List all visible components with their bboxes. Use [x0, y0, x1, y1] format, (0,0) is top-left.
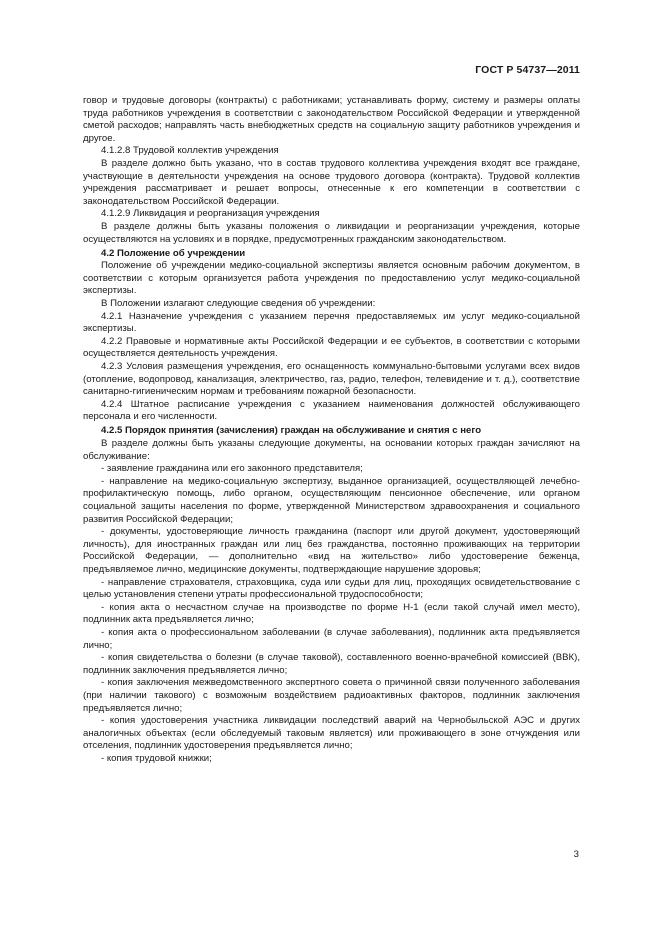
paragraph: говор и трудовые договоры (контракты) с работниками; устанавливать форму, систему и размеры оплаты труда работников учреждения в соответствии с законодательством Российской Федерации и утвержденной сметой расходов; направлять часть внебюджетных средств на социальную защиту работников учреждения и другое. — [83, 95, 580, 144]
list-item: - документы, удостоверяющие личность гражданина (паспорт или другой документ, удостоверяющий личность), для иностранных граждан или лиц без гражданства, постоянно проживающих на территории Российской Федерации, — дополнительно «вид на жительство» либо удостоверение беженца, предъявляемое лично, медицинские документы, подтверждающие нарушение здоровья; — [83, 526, 580, 575]
list-item: - копия свидетельства о болезни (в случае таковой), составленного военно-врачебной комиссией (ВВК), подлинник заключения предъявляется лично; — [83, 652, 580, 676]
paragraph-4-2-3: 4.2.3 Условия размещения учреждения, его оснащенность коммунально-бытовыми услугами всех видов (отопление, водопровод, канализация, электричество, газ, радио, телефон, телевидение и т. д.), соответствие санитарно-гигиеническим нормам и требованиям пожарной безопасности. — [83, 360, 580, 398]
paragraph: Положение об учреждении медико-социальной экспертизы является основным рабочим документом, в соответствии с которым организуется работа учреждения по предоставлению услуг медико-социальной экспертизы. — [83, 260, 580, 297]
paragraph-4-2-2: 4.2.2 Правовые и нормативные акты Российской Федерации и ее субъектов, в соответствии с которыми осуществляется деятельность учреждения. — [83, 335, 580, 360]
list-item: - заявление гражданина или его законного представителя; — [101, 463, 363, 475]
section-heading-4-1-2-9: 4.1.2.9 Ликвидация и реорганизация учреждения — [101, 208, 320, 220]
paragraph: В Положении излагают следующие сведения об учреждении: — [101, 298, 376, 309]
list-item: - направление на медико-социальную экспертизу, выданное организацией, осуществляющей лечебно-профилактическую помощь, либо органом, осуществляющим пенсионное обеспечение, или органом социальной защиты населения по форме, утвержденной Министерством здравоохранения и социального развития Российской Федерации; — [83, 475, 580, 525]
page-number: 3 — [573, 849, 579, 860]
document-number-header: ГОСТ Р 54737—2011 — [475, 64, 580, 76]
paragraph-4-2-1: 4.2.1 Назначение учреждения с указанием перечня предоставляемых им услуг медико-социальной экспертизы. — [83, 310, 580, 335]
section-heading-4-2-5: 4.2.5 Порядок принятия (зачисления) граждан на обслуживание и снятия с него — [101, 425, 482, 437]
paragraph: В разделе должны быть указаны следующие документы, на основании которых граждан зачисляют на обслуживание: — [83, 438, 580, 462]
list-item: - копия акта о несчастном случае на производстве по форме Н-1 (если такой случай имел место), подлинник акта предъявляется лично; — [83, 601, 580, 626]
list-item: - копия акта о профессиональном заболевании (в случае заболевания), подлинник акта предъявляется лично; — [83, 626, 580, 651]
document-body — [83, 95, 580, 765]
list-item: - копия заключения межведомственного экспертного совета о причинной связи полученного заболевания (при наличии такового) с возможным воздействием радиоактивных факторов, подлинник заключения предъявляется лично; — [83, 677, 580, 714]
paragraph: В разделе должны быть указаны положения о ликвидации и реорганизации учреждения, которые осуществляются на условиях и в порядке, предусмотренных гражданским законодательством. — [83, 220, 580, 245]
list-item: - копия удостоверения участника ликвидации последствий аварий на Чернобыльской АЭС и других аналогичных объектах (если обследуемый таковым является) или проживающего в зоне отчуждения или отселения, подлинник удостоверения предъявляется лично; — [83, 715, 580, 752]
list-item: - копия трудовой книжки; — [101, 752, 212, 764]
section-heading-4-2: 4.2 Положение об учреждении — [101, 247, 246, 259]
section-heading-4-1-2-8: 4.1.2.8 Трудовой коллектив учреждения — [101, 145, 279, 157]
paragraph-4-2-4: 4.2.4 Штатное расписание учреждения с указанием наименования должностей обслуживающего персонала и его численности. — [83, 398, 580, 423]
paragraph: В разделе должно быть указано, что в состав трудового коллектива учреждения входят все граждане, участвующие в деятельности учреждения на основе трудового договора (контракта). Трудовой коллектив учреждения рассматривает и решает вопросы, отнесенные к его компетенции в соответствии с законодательством Российской Федерации. — [83, 157, 580, 207]
list-item: - направление страхователя, страховщика, суда или судьи для лиц, проходящих освидетельствование с целью установления степени утраты профессиональной трудоспособности; — [83, 576, 580, 601]
